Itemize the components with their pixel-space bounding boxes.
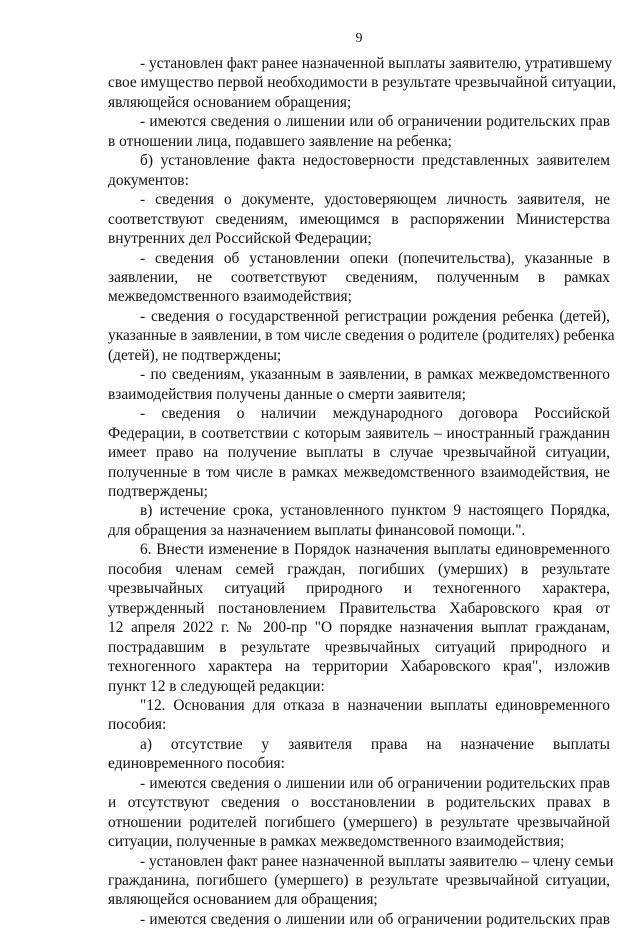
text-line: в отношении лица, подавшего заявление на ребенка; [108,132,452,150]
text-line: межведомственного взаимодействия; [108,288,352,306]
text-line: подтверждены; [108,482,208,500]
text-line: чрезвычайных ситуаций природного и техногенного характера, [108,580,610,598]
text-line: "12. Основания для отказа в назначении выплаты единовременного [140,696,610,714]
text-line: пострадавшим в результате чрезвычайных ситуаций природного и [108,638,610,656]
text-line: внутренних дел Российской Федерации; [108,230,372,248]
text-line: - по сведениям, указанным в заявлении, в рамках межведомственного [140,366,610,384]
text-line: гражданина, погибшего (умершего) в результате чрезвычайной ситуации, [108,872,610,890]
text-line: а) отсутствие у заявителя права на назначение выплаты [140,735,610,753]
text-line: в) истечение срока, установленного пунктом 9 настоящего Порядка, [140,502,610,520]
text-line: 6. Внести изменение в Порядок назначения выплаты единовременного [140,541,610,559]
text-line: являющейся основанием для обращения; [108,891,378,909]
text-line: техногенного характера на территории Хабаровского края", изложив [108,658,610,676]
text-line: отношении родителей погибшего (умершего) в результате чрезвычайной [108,813,610,831]
text-line: - установлен факт ранее назначенной выплаты заявителю – члену семьи [140,852,614,870]
text-line: пособия: [108,716,167,734]
text-line: единовременного пособия: [108,755,285,773]
text-line: пункт 12 в следующей редакции: [108,677,325,695]
page-number: 9 [355,31,363,46]
text-line: - имеются сведения о лишении или об ограничении родительских прав [140,113,610,131]
text-line: - сведения о документе, удостоверяющем личность заявителя, не [140,191,610,209]
text-line: свое имущество первой необходимости в результате чрезвычайной ситуации, [108,74,617,92]
text-line: ситуации, полученные в рамках межведомственного взаимодействия; [108,833,565,851]
text-line: взаимодействия получены данные о смерти заявителя; [108,385,466,403]
text-line: - сведения об установлении опеки (попечительства), указанные в [140,249,610,267]
text-line: - установлен факт ранее назначенной выплаты заявителю, утратившему [140,55,613,72]
text-line: заявлении, не соответствуют сведениям, полученным в рамках [108,268,610,286]
text-line: б) установление факта недостоверности представленных заявителем [140,152,610,170]
text-line: - сведения о государственной регистрации рождения ребенка (детей), [140,307,610,325]
text-line: указанные в заявлении, в том числе сведения о родителе (родителях) ребенка [108,327,615,345]
text-line: и отсутствуют сведения о восстановлении в родительских правах в [108,794,610,812]
text-line: Федерации, в соответствии с которым заявитель – иностранный гражданин [108,424,610,442]
document-body [108,54,617,929]
text-line: документов: [108,171,189,189]
text-line: полученные в том числе в рамках межведомственного взаимодействия, не [108,463,610,481]
text-line: являющейся основанием обращения; [108,93,352,111]
text-line: (детей), не подтверждены; [108,346,282,364]
text-line: утвержденный постановлением Правительства Хабаровского края от [108,599,610,617]
text-line: 12 апреля 2022 г. № 200-пр "О порядке назначения выплат гражданам, [108,619,610,637]
text-line: имеет право на получение выплаты в случае чрезвычайной ситуации, [108,444,610,462]
text-line: пособия членам семей граждан, погибших (умерших) в результате [108,560,610,578]
text-line: - сведения о наличии международного договора Российской [140,405,610,423]
text-line: соответствуют сведениям, имеющимся в распоряжении Министерства [108,210,610,228]
text-line: - имеются сведения о лишении или об ограничении родительских прав [140,910,610,928]
text-line: - имеются сведения о лишении или об ограничении родительских прав [140,774,610,792]
text-line: для обращения за назначением выплаты финансовой помощи.". [108,521,526,539]
